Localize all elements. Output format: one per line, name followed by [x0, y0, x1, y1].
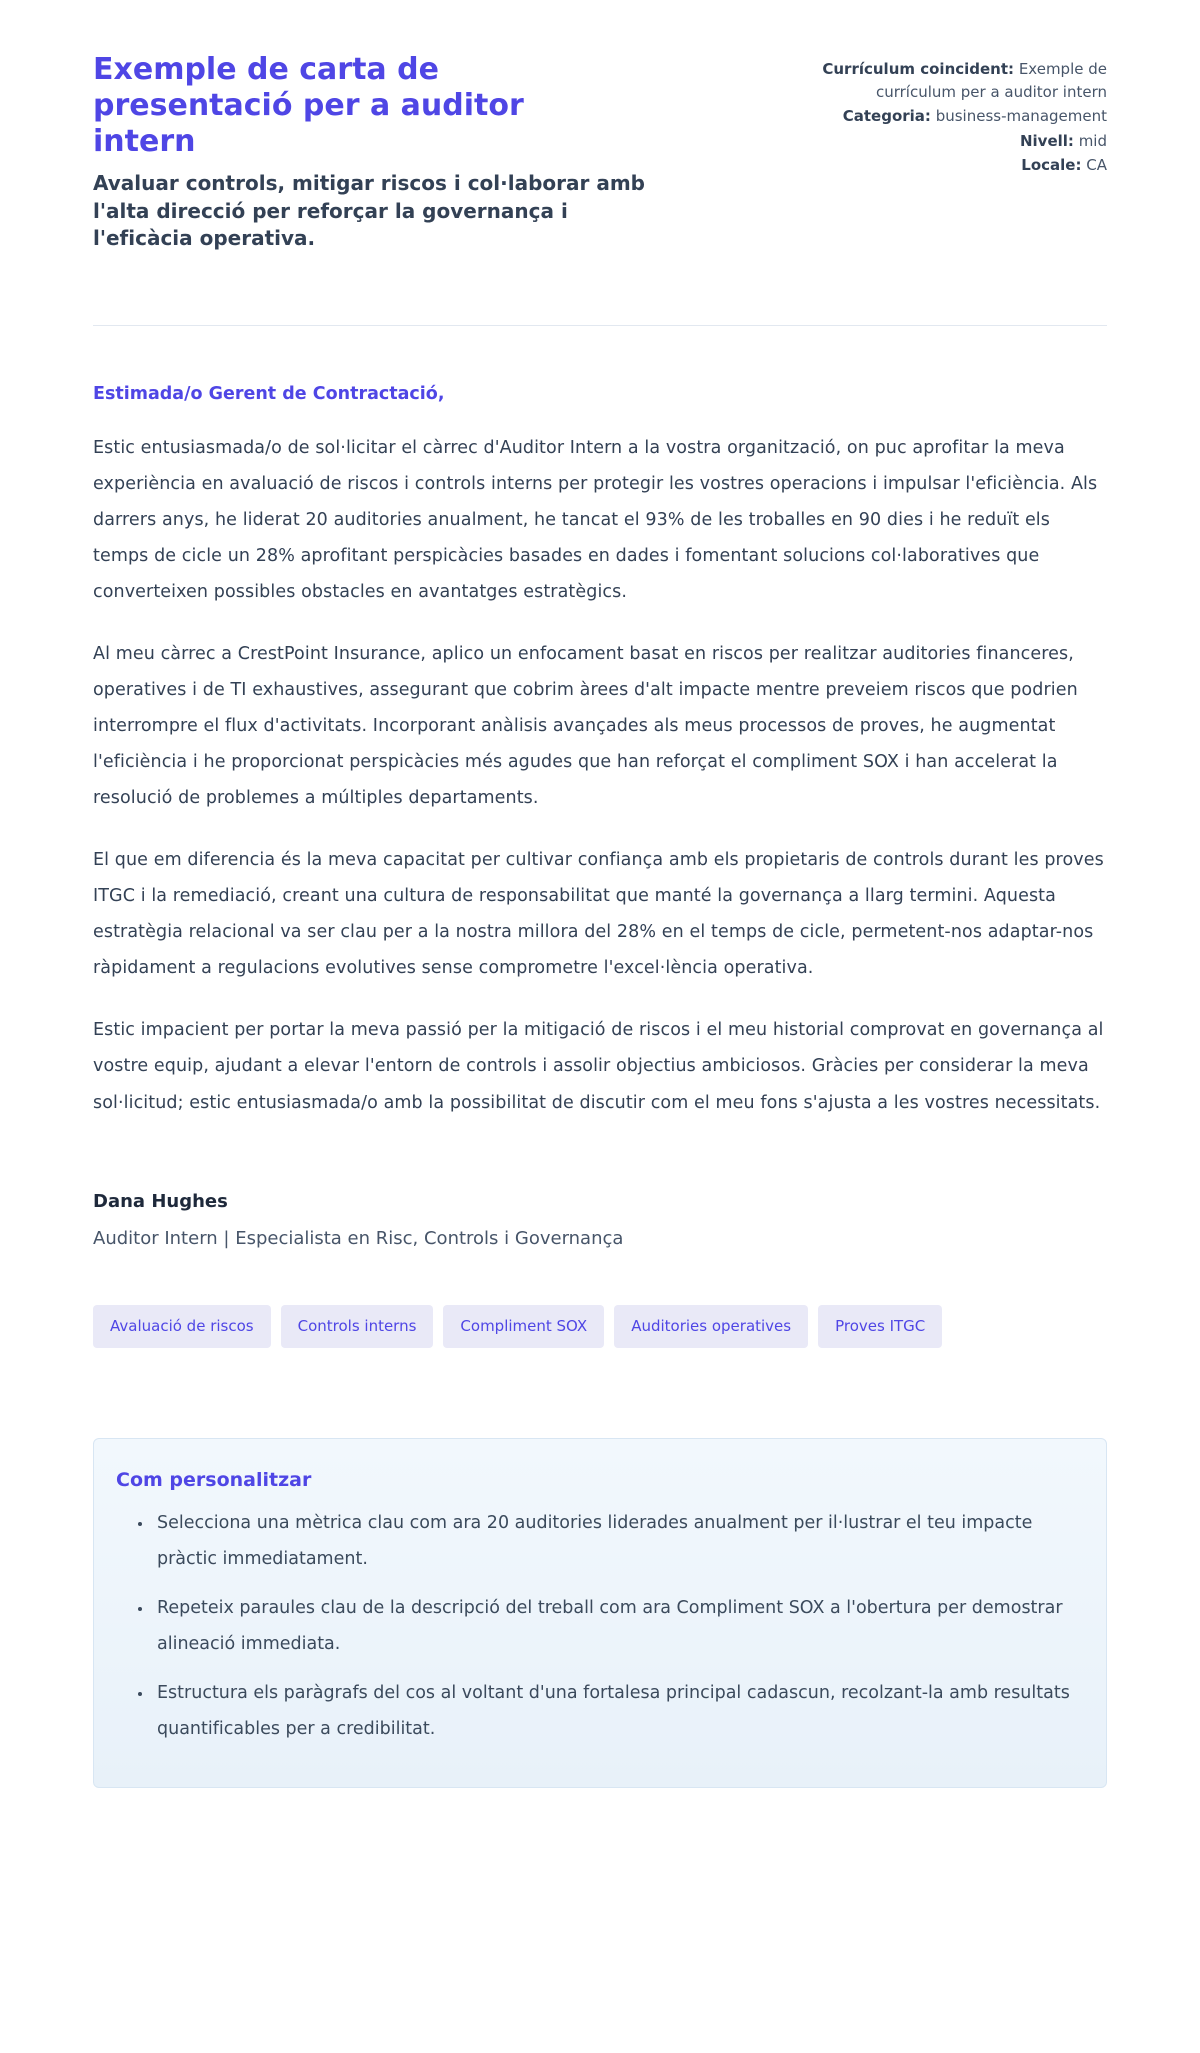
tag-chip-risk-assessment: Avaluació de riscos [93, 1305, 271, 1348]
page-title: Exemple de carta de presentació per a auditor intern [93, 52, 524, 159]
letter-paragraph-1: Estic entusiasmada/o de sol·licitar el càrrec d'Auditor Intern a la vostra organització, on puc aprofitar la meva experiència en avaluació de riscos i controls interns per protegir les vostres operacions i impulsar l'eficiència. Als darrers anys, he liderat 20 auditories anualment, he tancat el 93% de les troballes en 90 dies i he reduït els temps de cicle un 28% aprofitant perspicàcies basades en dades i fomentant solucions col·laboratives que converteixen possibles obstacles en avantatges estratègics. [93, 437, 1098, 602]
signature-name: Dana Hughes [93, 1190, 228, 1212]
meta-label: Nivell: [1019, 131, 1074, 150]
letter-paragraph-4: Estic impacient per portar la meva passió per la mitigació de riscos i el meu historial comprovat en governança al vostre equip, ajudant a elevar l'entorn de controls i assolir objectius ambiciosos. Gràcies per considerar la meva sol·licitud; estic entusiasmada/o amb la possibilitat de discutir com el meu fons s'ajusta a les vostres necessitats. [93, 1020, 1104, 1113]
tips-box [93, 1438, 1107, 1788]
tip-item-1: • Selecciona una mètrica clau com ara 20 auditories liderades anualment per il·lustrar el teu impacte pràctic immediatament. [153, 1505, 1070, 1577]
tag-list [93, 1305, 1107, 1348]
meta-row-category [822, 105, 1107, 128]
meta-panel [822, 52, 1107, 179]
meta-value: mid [1078, 131, 1107, 150]
salutation: Estimada/o Gerent de Contractació, [93, 383, 445, 404]
page-subtitle: Avaluar controls, mitigar riscos i col·laborar amb l'alta direcció per reforçar la governança i l'eficàcia operativa. [93, 171, 645, 251]
signature-role: Auditor Intern | Especialista en Risc, Controls i Governança [93, 1227, 624, 1249]
meta-row-level [822, 130, 1107, 153]
meta-value: business-management [935, 107, 1107, 125]
meta-row-resume-match [822, 58, 1107, 103]
meta-label: Locale: [1021, 156, 1082, 174]
letter-paragraph-2: Al meu càrrec a CrestPoint Insurance, aplico un enfocament basat en riscos per realitzar auditories financeres, operatives i de TI exhaustives, assegurant que cobrim àrees d'alt impacte mentre preveiem riscos que podrien interrompre el flux d'activitats. Incorporant anàlisis avançades als meus processos de proves, he augmentat l'eficiència i he proporcionat perspicàcies més agudes que han reforçat el compliment SOX i han accelerat la resolució de problemes a múltiples departaments. [93, 644, 1078, 809]
meta-value: Exemple de currículum per a auditor intern [875, 60, 1107, 101]
letter-body [93, 384, 1107, 1249]
tag-chip-itgc-testing: Proves ITGC [818, 1305, 942, 1348]
tag-chip-operational-audits: Auditories operatives [614, 1305, 808, 1348]
meta-label: Currículum coincident: [822, 60, 1015, 78]
tips-list [116, 1505, 1070, 1747]
meta-value: CA [1086, 156, 1107, 174]
tip-item-3: • Estructura els paràgrafs del cos al voltant d'una fortalesa principal cadascun, recolzant-la amb resultats quantificables per a credibilitat. [153, 1675, 1070, 1747]
meta-label: Categoria: [842, 107, 931, 125]
letter-paragraph-3: El que em diferencia és la meva capacitat per cultivar confiança amb els propietaris de controls durant les proves ITGC i la remediació, creant una cultura de responsabilitat que manté la governança a llarg termini. Aquesta estratègia relacional va ser clau per a la nostra millora del 28% en el temps de cicle, permetent-nos adaptar-nos ràpidament a regulacions evolutives sense comprometre l'excel·lència operativa. [93, 850, 1104, 979]
page [93, 0, 1107, 1848]
meta-row-locale [822, 154, 1107, 177]
tag-chip-sox-compliance: Compliment SOX [443, 1305, 604, 1348]
header-left [93, 52, 693, 253]
tag-chip-internal-controls: Controls interns [281, 1305, 434, 1348]
divider [93, 325, 1107, 326]
tip-item-2: • Repeteix paraules clau de la descripció del treball com ara Compliment SOX a l'obertura per demostrar alineació immediata. [153, 1590, 1070, 1662]
tips-title: Com personalitzar [116, 1468, 312, 1491]
header [93, 52, 1107, 253]
